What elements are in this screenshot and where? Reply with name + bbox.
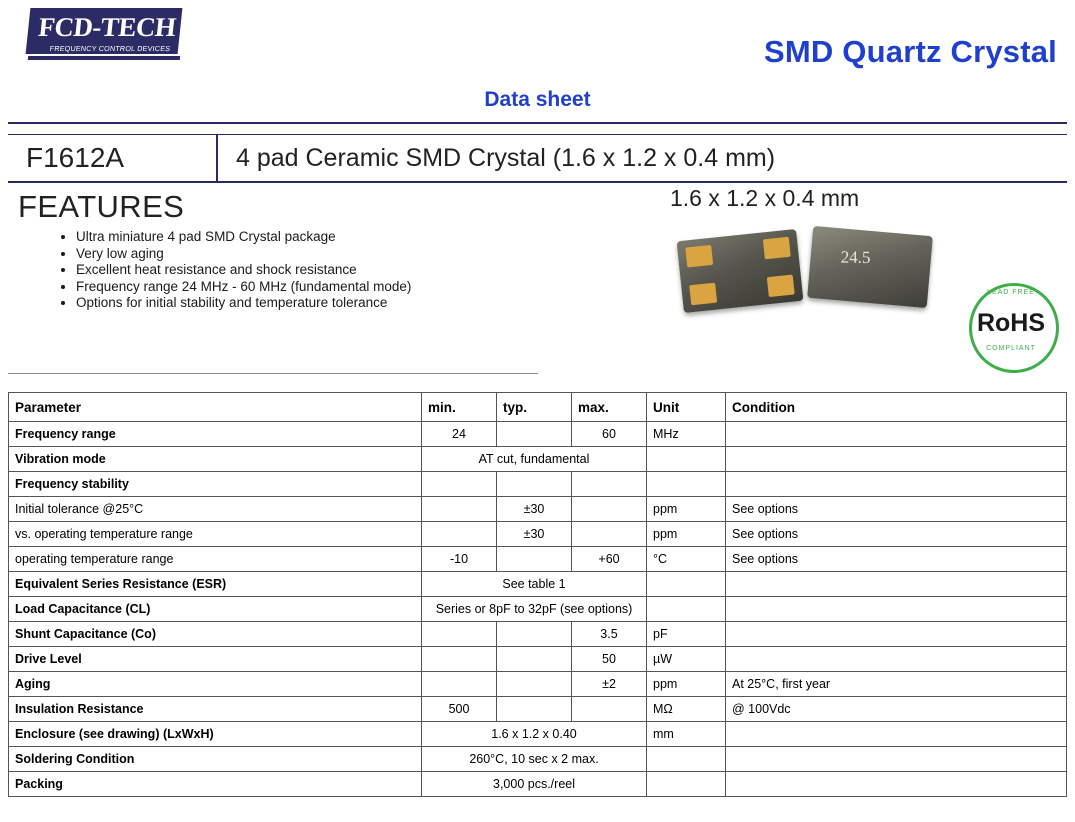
- crystal-photo-marked: [807, 226, 933, 308]
- cell-condition: See options: [726, 497, 1067, 522]
- cell-typ: [497, 422, 572, 447]
- list-item: • Very low aging: [76, 246, 538, 263]
- cell-condition: See options: [726, 522, 1067, 547]
- cell-condition: At 25°C, first year: [726, 672, 1067, 697]
- table-row: [9, 647, 1067, 672]
- features-heading: FEATURES: [18, 189, 185, 224]
- cell-min: [422, 622, 497, 647]
- table-row: [9, 622, 1067, 647]
- cell-condition: [726, 422, 1067, 447]
- list-item: • Excellent heat resistance and shock resistance: [76, 262, 538, 279]
- logo-tagline: FREQUENCY CONTROL DEVICES: [49, 44, 171, 53]
- cell-unit: °C: [647, 547, 726, 572]
- table-row: [9, 722, 1067, 747]
- cell-unit: [647, 447, 726, 472]
- cell-condition: @ 100Vdc: [726, 697, 1067, 722]
- cell-typ: [497, 647, 572, 672]
- cell-min: 500: [422, 697, 497, 722]
- table-row: [9, 472, 1067, 497]
- table-header-row: [9, 393, 1067, 422]
- features-block: [18, 189, 538, 312]
- column-header-unit: Unit: [647, 393, 726, 422]
- datasheet-label: Data sheet: [484, 88, 591, 111]
- cell-max: [572, 472, 647, 497]
- cell-span-value: 3,000 pcs./reel: [422, 772, 647, 797]
- cell-unit: mm: [647, 722, 726, 747]
- cell-max: +60: [572, 547, 647, 572]
- part-number: F1612A: [26, 142, 125, 173]
- part-title-bar: [8, 134, 1067, 183]
- cell-unit: ppm: [647, 522, 726, 547]
- cell-parameter: Drive Level: [9, 647, 422, 672]
- list-item: • Frequency range 24 MHz - 60 MHz (fundamental mode): [76, 279, 538, 296]
- cell-condition: [726, 572, 1067, 597]
- list-item: • Options for initial stability and temperature tolerance: [76, 295, 538, 312]
- cell-parameter: Frequency stability: [9, 472, 422, 497]
- cell-min: -10: [422, 547, 497, 572]
- column-header-condition: Condition: [726, 393, 1067, 422]
- cell-max: ±2: [572, 672, 647, 697]
- cell-max: [572, 522, 647, 547]
- cell-parameter: Equivalent Series Resistance (ESR): [9, 572, 422, 597]
- solder-pad: [689, 283, 717, 306]
- cell-parameter: Soldering Condition: [9, 747, 422, 772]
- cell-condition: [726, 597, 1067, 622]
- cell-condition: [726, 447, 1067, 472]
- cell-span-value: Series or 8pF to 32pF (see options): [422, 597, 647, 622]
- cell-parameter: operating temperature range: [9, 547, 422, 572]
- product-photo-block: [560, 183, 1060, 383]
- cell-parameter: Initial tolerance @25°C: [9, 497, 422, 522]
- cell-unit: ppm: [647, 497, 726, 522]
- cell-min: 24: [422, 422, 497, 447]
- logo-wordmark: FCD-TECH: [36, 12, 178, 42]
- cell-unit: [647, 572, 726, 597]
- crystal-marking-text: 24.5: [840, 247, 871, 267]
- rohs-compliant-icon: [965, 279, 1057, 371]
- table-row: [9, 747, 1067, 772]
- cell-unit: [647, 472, 726, 497]
- table-row: [9, 772, 1067, 797]
- cell-typ: [497, 697, 572, 722]
- cell-span-value: 1.6 x 1.2 x 0.40: [422, 722, 647, 747]
- cell-parameter: Packing: [9, 772, 422, 797]
- specification-table: [8, 392, 1067, 797]
- cell-typ: [497, 622, 572, 647]
- cell-span-value: AT cut, fundamental: [422, 447, 647, 472]
- cell-typ: [497, 672, 572, 697]
- cell-max: 3.5: [572, 622, 647, 647]
- cell-parameter: Aging: [9, 672, 422, 697]
- column-header-max: max.: [572, 393, 647, 422]
- features-and-image-section: [0, 183, 1075, 388]
- cell-max: [572, 497, 647, 522]
- cell-condition: [726, 747, 1067, 772]
- product-category-title: SMD Quartz Crystal: [764, 34, 1057, 69]
- table-body: [9, 422, 1067, 797]
- table-row: [9, 547, 1067, 572]
- page-header: [0, 0, 1075, 86]
- cell-min: [422, 497, 497, 522]
- cell-min: [422, 472, 497, 497]
- cell-max: 60: [572, 422, 647, 447]
- part-description: 4 pad Ceramic SMD Crystal (1.6 x 1.2 x 0.4 mm): [216, 135, 1067, 181]
- cell-condition: [726, 472, 1067, 497]
- cell-condition: [726, 622, 1067, 647]
- header-divider: [8, 122, 1067, 124]
- cell-typ: ±30: [497, 497, 572, 522]
- cell-min: [422, 672, 497, 697]
- cell-unit: [647, 772, 726, 797]
- package-dimensions-label: 1.6 x 1.2 x 0.4 mm: [670, 185, 860, 211]
- cell-parameter: Enclosure (see drawing) (LxWxH): [9, 722, 422, 747]
- features-divider: [8, 373, 538, 374]
- cell-unit: µW: [647, 647, 726, 672]
- cell-min: [422, 647, 497, 672]
- cell-parameter: Vibration mode: [9, 447, 422, 472]
- rohs-bottom-label: COMPLIANT: [986, 345, 1036, 352]
- cell-span-value: See table 1: [422, 572, 647, 597]
- cell-typ: [497, 472, 572, 497]
- cell-unit: [647, 747, 726, 772]
- cell-parameter: Frequency range: [9, 422, 422, 447]
- column-header-parameter: Parameter: [9, 393, 422, 422]
- rohs-label: RoHS: [976, 309, 1046, 337]
- solder-pad: [767, 275, 795, 298]
- cell-unit: [647, 597, 726, 622]
- cell-unit: MΩ: [647, 697, 726, 722]
- features-list: [18, 229, 538, 312]
- logo-underline: [28, 56, 180, 60]
- cell-condition: [726, 647, 1067, 672]
- solder-pad: [685, 245, 713, 268]
- table-row: [9, 522, 1067, 547]
- cell-parameter: vs. operating temperature range: [9, 522, 422, 547]
- crystal-photo-top-view: [677, 229, 804, 313]
- cell-condition: [726, 722, 1067, 747]
- column-header-min: min.: [422, 393, 497, 422]
- cell-max: [572, 697, 647, 722]
- solder-pad: [763, 237, 791, 260]
- cell-parameter: Shunt Capacitance (Co): [9, 622, 422, 647]
- rohs-top-label: LEAD FREE: [987, 289, 1035, 296]
- cell-min: [422, 522, 497, 547]
- cell-typ: ±30: [497, 522, 572, 547]
- table-row: [9, 447, 1067, 472]
- cell-max: 50: [572, 647, 647, 672]
- company-logo: [28, 8, 180, 70]
- cell-unit: pF: [647, 622, 726, 647]
- cell-condition: [726, 772, 1067, 797]
- cell-parameter: Load Capacitance (CL): [9, 597, 422, 622]
- cell-unit: ppm: [647, 672, 726, 697]
- table-row: [9, 672, 1067, 697]
- cell-span-value: 260°C, 10 sec x 2 max.: [422, 747, 647, 772]
- list-item: • Ultra miniature 4 pad SMD Crystal package: [76, 229, 538, 246]
- table-row: [9, 697, 1067, 722]
- cell-unit: MHz: [647, 422, 726, 447]
- cell-typ: [497, 547, 572, 572]
- table-row: [9, 597, 1067, 622]
- table-row: [9, 422, 1067, 447]
- cell-condition: See options: [726, 547, 1067, 572]
- column-header-typ: typ.: [497, 393, 572, 422]
- table-row: [9, 572, 1067, 597]
- table-row: [9, 497, 1067, 522]
- cell-parameter: Insulation Resistance: [9, 697, 422, 722]
